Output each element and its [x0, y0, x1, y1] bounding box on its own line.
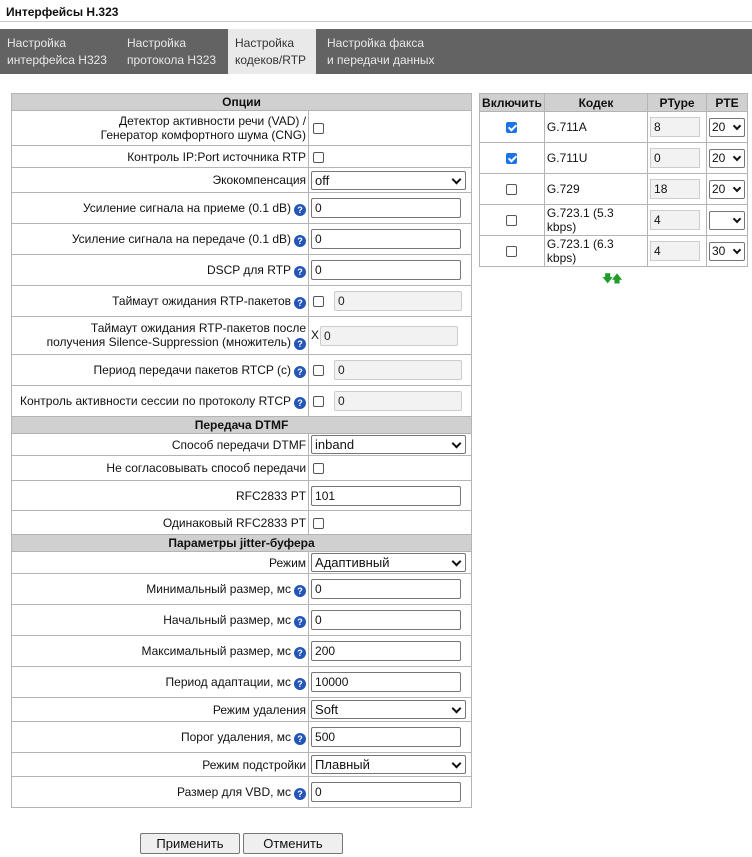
codec-pte-select[interactable]: 20: [709, 118, 745, 137]
tab-bar: [0, 29, 752, 74]
tune-mode-label: Режим подстройки: [12, 753, 309, 777]
codec-enable-checkbox[interactable]: [506, 215, 517, 226]
tab-label-line1: Настройка: [127, 36, 187, 50]
help-icon[interactable]: ?: [294, 585, 306, 597]
tab-label-line2: интерфейса H323: [7, 53, 107, 67]
codec-table: [479, 93, 748, 267]
help-icon[interactable]: ?: [294, 235, 306, 247]
tune-mode-select[interactable]: Плавный: [311, 755, 466, 774]
same-pt-checkbox[interactable]: [313, 518, 324, 529]
help-icon[interactable]: ?: [294, 788, 306, 800]
delete-mode-select[interactable]: Soft: [311, 700, 466, 719]
cancel-button[interactable]: Отменить: [243, 833, 343, 854]
help-icon[interactable]: ?: [294, 678, 306, 690]
tab-h323-protocol[interactable]: [120, 29, 226, 74]
dscp-input[interactable]: 0: [311, 260, 461, 280]
jitter-mode-label: Режим: [12, 552, 309, 574]
help-icon[interactable]: ?: [294, 647, 306, 659]
codec-ptype-input[interactable]: 8: [650, 117, 700, 137]
codec-enable-checkbox[interactable]: [506, 246, 517, 257]
apply-button[interactable]: Применить: [140, 833, 240, 854]
vbd-label: Размер для VBD, мс: [177, 784, 292, 799]
col-enable-header: Включить: [480, 94, 545, 112]
dtmf-method-label: Способ передачи DTMF: [12, 434, 309, 456]
rtcp-period-label: Период передачи пакетов RTCP (с): [93, 362, 292, 377]
jitter-min-label: Минимальный размер, мс: [146, 581, 292, 596]
codec-enable-checkbox[interactable]: [506, 184, 517, 195]
codec-ptype-input[interactable]: 0: [650, 148, 700, 168]
codec-pte-select[interactable]: 30: [709, 242, 745, 261]
codec-row[interactable]: [480, 143, 748, 174]
help-icon[interactable]: ?: [294, 204, 306, 216]
jitter-init-label: Начальный размер, мс: [163, 612, 292, 627]
jitter-mode-select[interactable]: Адаптивный: [311, 553, 466, 572]
col-ptype-header: PType: [648, 94, 707, 112]
delete-threshold-input[interactable]: 500: [311, 727, 461, 747]
codec-name: G.723.1 (5.3 kbps): [544, 205, 647, 236]
arrow-up-icon[interactable]: 🡅: [611, 273, 621, 285]
ss-timeout-label-line2: получения Silence-Suppression (множитель): [46, 335, 292, 349]
echo-label: Экокомпенсация: [12, 168, 309, 193]
rtcp-period-input[interactable]: 0: [334, 360, 462, 380]
codec-name: G.723.1 (6.3 kbps): [544, 236, 647, 267]
vbd-input[interactable]: 0: [311, 782, 461, 802]
ss-timeout-input[interactable]: 0: [320, 326, 458, 346]
help-icon[interactable]: ?: [294, 297, 306, 309]
help-icon[interactable]: ?: [294, 616, 306, 628]
ss-multiplier-prefix: X: [311, 327, 320, 342]
tab-h323-interface[interactable]: [0, 29, 120, 74]
codec-row[interactable]: [480, 174, 748, 205]
vad-label: [12, 111, 309, 146]
codec-enable-checkbox[interactable]: [506, 122, 517, 133]
rtp-timeout-checkbox[interactable]: [313, 296, 324, 307]
codec-row[interactable]: [480, 205, 748, 236]
tab-label-line2: кодеков/RTP: [235, 53, 307, 67]
rtcp-control-label: Контроль активности сессии по протоколу RTCP: [19, 393, 292, 408]
tx-gain-label: Усиление сигнала на передаче (0.1 dB): [71, 231, 292, 246]
tab-label-line2: протокола H323: [127, 53, 217, 67]
rtcp-control-input[interactable]: 0: [334, 391, 462, 411]
no-negotiate-checkbox[interactable]: [313, 463, 324, 474]
jitter-min-input[interactable]: 0: [311, 579, 461, 599]
tab-fax-data[interactable]: [320, 29, 450, 74]
tab-codecs-rtp[interactable]: [228, 29, 316, 74]
ss-timeout-label-line1: Таймаут ожидания RTP-пакетов после: [90, 321, 307, 335]
tab-label-line1: Настройка: [235, 36, 295, 50]
col-pte-header: PTE: [707, 94, 748, 112]
codec-ptype-input[interactable]: 4: [650, 241, 700, 261]
no-negotiate-label: Не согласовывать способ передачи: [12, 456, 309, 481]
codec-ptype-input[interactable]: 4: [650, 210, 700, 230]
ipport-checkbox[interactable]: [313, 152, 324, 163]
rtcp-control-checkbox[interactable]: [313, 396, 324, 407]
jitter-init-input[interactable]: 0: [311, 610, 461, 630]
codec-order-arrows: [602, 270, 621, 289]
delete-mode-label: Режим удаления: [12, 698, 309, 722]
rtp-timeout-label: Таймаут ожидания RTP-пакетов: [112, 293, 292, 308]
codec-enable-checkbox[interactable]: [506, 153, 517, 164]
page-title: Интерфейсы H.323: [0, 0, 752, 22]
col-codec-header: Кодек: [544, 94, 647, 112]
section-options-header: Опции: [12, 94, 472, 111]
rx-gain-label: Усиление сигнала на приеме (0.1 dB): [82, 200, 292, 215]
same-pt-label: Одинаковый RFC2833 PT: [12, 511, 309, 535]
rfc2833-pt-label: RFC2833 PT: [12, 481, 309, 511]
jitter-adapt-input[interactable]: 10000: [311, 672, 461, 692]
tab-label-line1: Настройка: [7, 36, 67, 50]
codec-row[interactable]: [480, 236, 748, 267]
help-icon[interactable]: ?: [294, 397, 306, 409]
codec-name: G.711U: [544, 143, 647, 174]
codec-pte-select[interactable]: [709, 211, 745, 230]
options-table: [11, 93, 472, 808]
rx-gain-input[interactable]: 0: [311, 198, 461, 218]
help-icon[interactable]: ?: [294, 266, 306, 278]
codec-name: G.711A: [544, 112, 647, 143]
jitter-max-input[interactable]: 200: [311, 641, 461, 661]
arrow-down-icon[interactable]: 🡇: [602, 273, 612, 285]
jitter-adapt-label: Период адаптации, мс: [165, 674, 292, 689]
dtmf-method-select[interactable]: inband: [311, 435, 466, 454]
help-icon[interactable]: ?: [294, 733, 306, 745]
vad-label-line1: Детектор активности речи (VAD) /: [119, 114, 307, 128]
rtcp-period-checkbox[interactable]: [313, 365, 324, 376]
tab-label-line2: и передачи данных: [327, 53, 435, 67]
tab-label-line1: Настройка факса: [327, 36, 425, 50]
vad-checkbox[interactable]: [313, 123, 324, 134]
delete-threshold-label: Порог удаления, мс: [180, 729, 292, 744]
codec-ptype-input[interactable]: 18: [650, 179, 700, 199]
echo-select[interactable]: off: [311, 171, 466, 190]
rtp-timeout-input[interactable]: 0: [334, 291, 462, 311]
tx-gain-input[interactable]: 0: [311, 229, 461, 249]
codec-row[interactable]: [480, 112, 748, 143]
help-icon[interactable]: ?: [294, 338, 306, 350]
codec-name: G.729: [544, 174, 647, 205]
vad-label-line2: Генератор комфортного шума (CNG): [100, 128, 307, 142]
rfc2833-pt-input[interactable]: 101: [311, 486, 461, 506]
jitter-max-label: Максимальный размер, мс: [141, 643, 292, 658]
codec-pte-select[interactable]: 20: [709, 180, 745, 199]
section-dtmf-header: Передача DTMF: [12, 417, 472, 434]
help-icon[interactable]: ?: [294, 366, 306, 378]
section-jitter-header: Параметры jitter-буфера: [12, 535, 472, 552]
codec-pte-select[interactable]: 20: [709, 149, 745, 168]
ipport-label: Контроль IP:Port источника RTP: [12, 146, 309, 168]
dscp-label: DSCP для RTP: [206, 262, 292, 277]
